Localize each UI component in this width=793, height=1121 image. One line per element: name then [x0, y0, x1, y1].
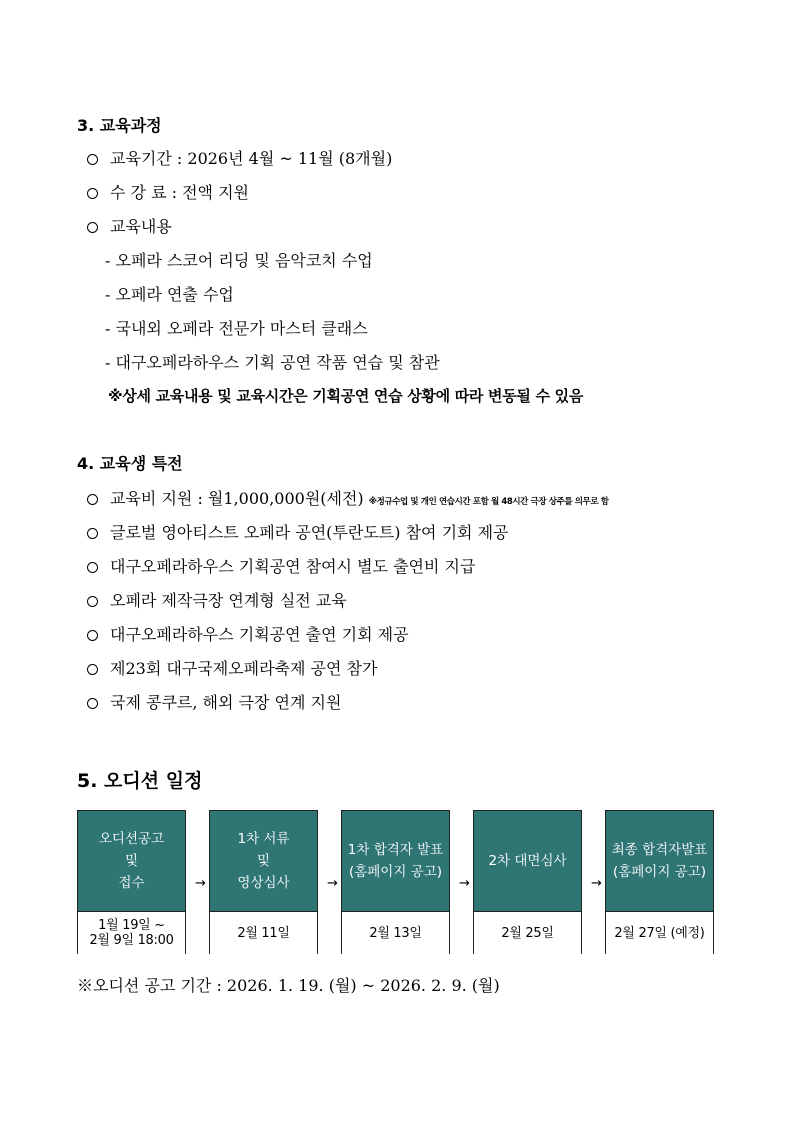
circle-bullet-icon	[87, 494, 98, 505]
arrow-right-icon: →	[327, 876, 338, 891]
section4-item: 대구오페라하우스 기획공연 참여시 별도 출연비 지급	[87, 554, 475, 577]
circle-bullet-icon	[87, 562, 98, 573]
circle-bullet-icon	[87, 222, 98, 233]
step-name: 오디션공고 및 접수	[78, 811, 185, 911]
schedule-step-5	[605, 810, 714, 954]
circle-bullet-icon	[87, 664, 98, 675]
section4-item: 제23회 대구국제오페라축제 공연 참가	[87, 656, 377, 679]
schedule-step-2	[209, 810, 318, 954]
section3-title: 3. 교육과정	[77, 116, 162, 135]
circle-bullet-icon	[87, 596, 98, 607]
circle-bullet-icon	[87, 630, 98, 641]
section3-subitem: - 국내외 오페라 전문가 마스터 클래스	[105, 319, 368, 338]
section3-item-content: 교육내용	[87, 214, 172, 237]
section3-item-fee: 수 강 료 : 전액 지원	[87, 180, 249, 203]
section4-item-tuition: 교육비 지원 : 월1,000,000원(세전) ※정규수업 및 개인 연습시간 포함 월 48시간 극장 상주를 의무로 함	[87, 486, 609, 509]
step-date: 2월 25일	[474, 911, 581, 954]
section4-title: 4. 교육생 특전	[77, 454, 183, 473]
section3-item-period: 교육기간 : 2026년 4월 ~ 11월 (8개월)	[87, 146, 392, 169]
step-name: 최종 합격자발표 (홈페이지 공고)	[606, 811, 713, 911]
step-date: 2월 13일	[342, 911, 449, 954]
arrow-right-icon: →	[195, 876, 206, 891]
section3-subitem: - 오페라 연출 수업	[105, 285, 234, 304]
section4-item: 오페라 제작극장 연계형 실전 교육	[87, 588, 347, 611]
section4-item: 글로벌 영아티스트 오페라 공연(투란도트) 참여 기회 제공	[87, 520, 509, 543]
section4-item: 대구오페라하우스 기획공연 출연 기회 제공	[87, 622, 409, 645]
schedule-step-1	[77, 810, 186, 954]
section4-item: 국제 콩쿠르, 해외 극장 연계 지원	[87, 690, 341, 713]
section3-note: ※상세 교육내용 및 교육시간은 기획공연 연습 상황에 따라 변동될 수 있음	[108, 387, 584, 405]
audition-footnote: ※오디션 공고 기간 : 2026. 1. 19. (월) ~ 2026. 2. 9. (월)	[77, 976, 500, 995]
arrow-right-icon: →	[459, 876, 470, 891]
tuition-note: ※정규수업 및 개인 연습시간 포함 월 48시간 극장 상주를 의무로 함	[368, 497, 609, 507]
step-date: 1월 19일 ~ 2월 9일 18:00	[78, 911, 185, 954]
arrow-right-icon: →	[591, 876, 602, 891]
circle-bullet-icon	[87, 188, 98, 199]
step-date: 2월 11일	[210, 911, 317, 954]
section3-subitem: - 오페라 스코어 리딩 및 음악코치 수업	[105, 251, 373, 270]
step-name: 2차 대면심사	[474, 811, 581, 911]
schedule-step-3	[341, 810, 450, 954]
schedule-step-4	[473, 810, 582, 954]
section3-subitem: - 대구오페라하우스 기획 공연 작품 연습 및 참관	[105, 353, 440, 372]
circle-bullet-icon	[87, 528, 98, 539]
step-name: 1차 서류 및 영상심사	[210, 811, 317, 911]
circle-bullet-icon	[87, 154, 98, 165]
step-name: 1차 합격자 발표 (홈페이지 공고)	[342, 811, 449, 911]
step-date: 2월 27일 (예정)	[606, 911, 713, 954]
circle-bullet-icon	[87, 698, 98, 709]
section5-title: 5. 오디션 일정	[77, 770, 203, 792]
